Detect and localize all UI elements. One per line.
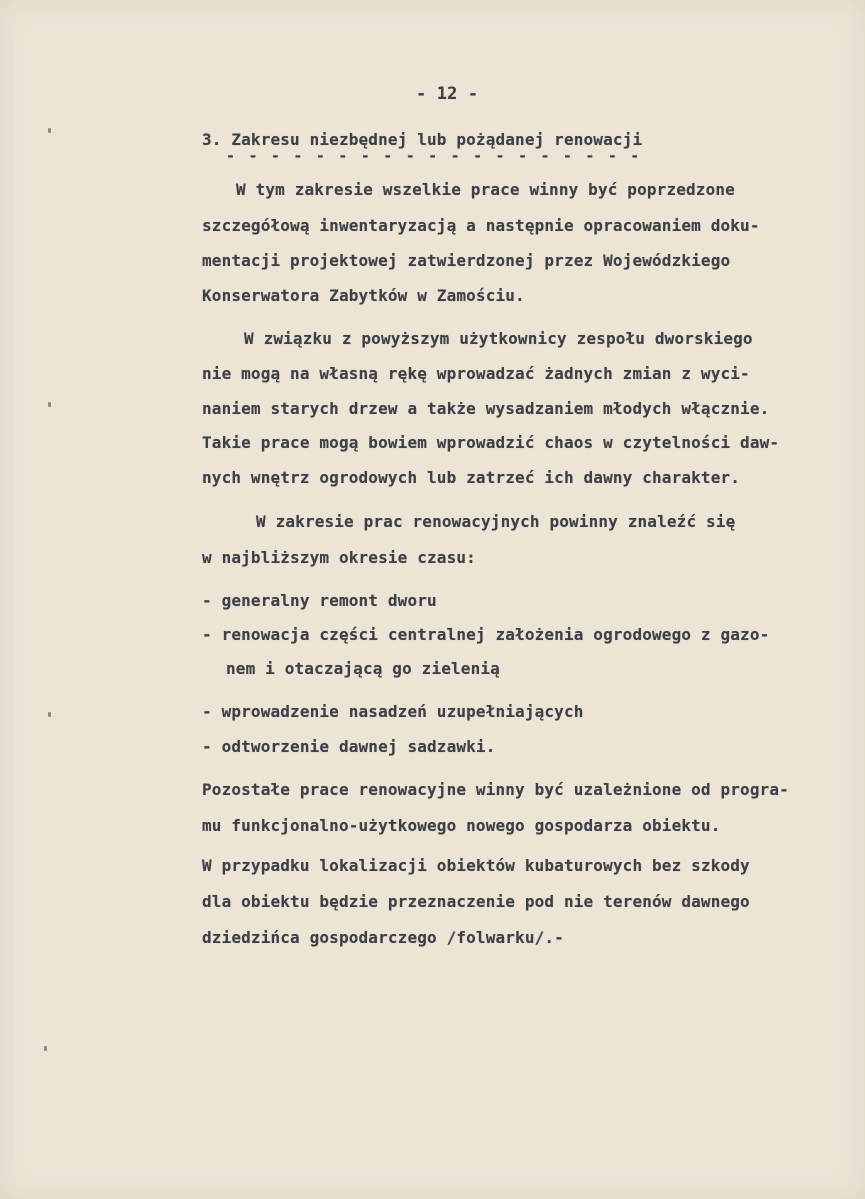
margin-mark (48, 128, 51, 133)
paragraph-2-line-1: W związku z powyższym użytkownicy zespołu dworskiego (244, 329, 753, 348)
paragraph-2-line-4: Takie prace mogą bowiem wprowadzić chaos w czytelności daw- (202, 433, 780, 452)
paragraph-5-line-2: dla obiektu będzie przeznaczenie pod nie terenów dawnego (202, 892, 750, 911)
section-heading-underline: - - - - - - - - - - - - - - - - - - - (226, 147, 642, 165)
paragraph-3-line-1: W zakresie prac renowacyjnych powinny znaleźć się (256, 512, 736, 531)
paragraph-5-line-3: dziedzińca gospodarczego /folwarku/.- (202, 928, 564, 947)
paragraph-2-line-5: nych wnętrz ogrodowych lub zatrzeć ich dawny charakter. (202, 468, 741, 487)
list-item: - wprowadzenie nasadzeń uzupełniających (202, 702, 584, 721)
paragraph-2-line-3: naniem starych drzew a także wysadzaniem młodych włącznie. (202, 399, 770, 418)
paragraph-1-line-1: W tym zakresie wszelkie prace winny być poprzedzone (236, 180, 735, 199)
paragraph-4-line-1: Pozostałe prace renowacyjne winny być uzależnione od progra- (202, 780, 789, 799)
paragraph-3-line-2: w najbliższym okresie czasu: (202, 548, 476, 567)
list-item: - renowacja części centralnej założenia ogrodowego z gazo- (202, 625, 770, 644)
margin-mark (44, 1046, 47, 1051)
paragraph-1-line-2: szczegółową inwentaryzacją a następnie opracowaniem doku- (202, 216, 760, 235)
paragraph-5-line-1: W przypadku lokalizacji obiektów kubaturowych bez szkody (202, 856, 750, 875)
list-item: - generalny remont dworu (202, 591, 437, 610)
paragraph-1-line-4: Konserwatora Zabytków w Zamościu. (202, 286, 525, 305)
page-number: - 12 - (416, 84, 479, 104)
paragraph-1-line-3: mentacji projektowej zatwierdzonej przez Wojewódzkiego (202, 251, 731, 270)
list-item: - odtworzenie dawnej sadzawki. (202, 737, 496, 756)
section-heading: 3. Zakresu niezbędnej lub pożądanej renowacji (202, 130, 643, 149)
margin-mark (48, 402, 51, 407)
margin-mark (48, 712, 51, 717)
paragraph-2-line-2: nie mogą na własną rękę wprowadzać żadnych zmian z wyci- (202, 364, 750, 383)
paragraph-4-line-2: mu funkcjonalno-użytkowego nowego gospodarza obiektu. (202, 816, 721, 835)
list-item-continuation: nem i otaczającą go zielenią (226, 659, 500, 678)
